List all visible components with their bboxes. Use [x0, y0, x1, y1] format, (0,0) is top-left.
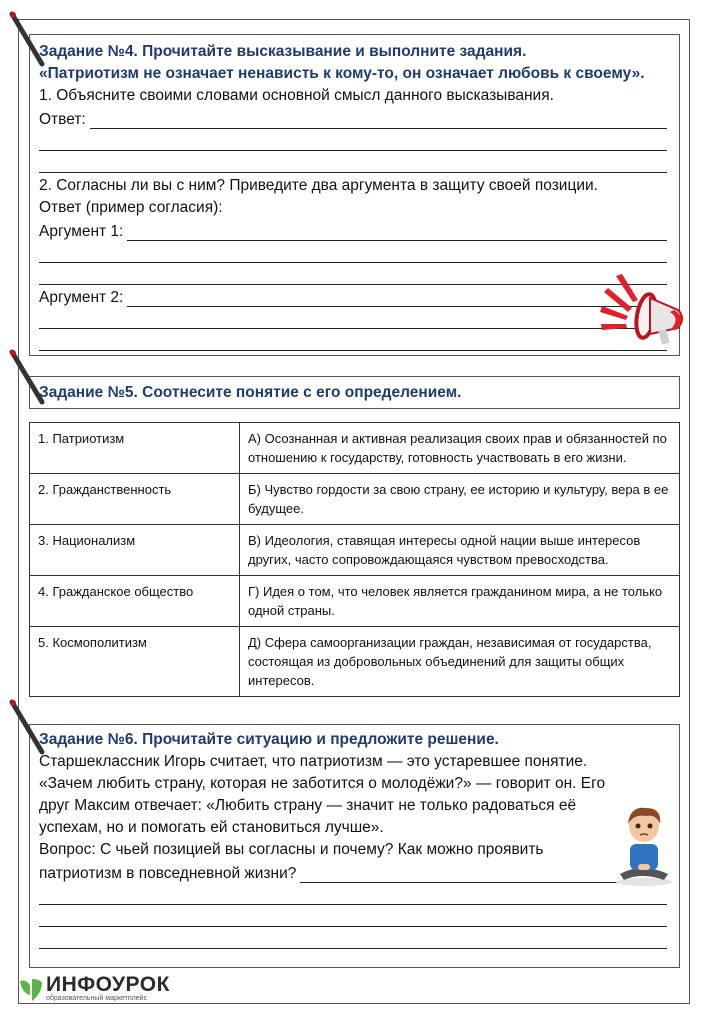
- answer-example-label: Ответ (пример согласия):: [39, 199, 223, 216]
- pen-icon: [8, 698, 48, 756]
- argument2-field[interactable]: [127, 290, 667, 307]
- answer-line-2[interactable]: [39, 129, 667, 151]
- task6-text-line: «Зачем любить страну, которая не заботится о молодёжи?» — говорит он. Его: [39, 775, 606, 792]
- argument2-line-2[interactable]: [39, 307, 667, 329]
- boy-illustration-icon: [612, 800, 674, 886]
- logo-tagline: образовательный маркетплейс: [46, 995, 148, 1002]
- answer-line[interactable]: [39, 107, 667, 129]
- task6-title: Задание №6. Прочитайте ситуацию и предложите решение.: [39, 731, 499, 748]
- argument1-line-3[interactable]: [39, 263, 667, 285]
- argument1-line-2[interactable]: [39, 241, 667, 263]
- table-row: [30, 525, 680, 576]
- definition-cell: А) Осознанная и активная реализация своих прав и обязанностей по отношению к государству, готовность участвовать в его жизни.: [240, 423, 680, 474]
- term-cell: 4. Гражданское общество: [30, 576, 240, 627]
- argument1-label: Аргумент 1:: [39, 223, 124, 240]
- task5-box: [29, 376, 680, 409]
- task6-answer-line-4[interactable]: [39, 927, 667, 949]
- table-row: [30, 627, 680, 697]
- argument2-label: Аргумент 2:: [39, 289, 124, 306]
- task6-text-line: успехам, но и помогать ей становиться лучше».: [39, 819, 384, 836]
- infourok-logo[interactable]: [20, 975, 170, 1003]
- definition-cell: Г) Идея о том, что человек является гражданином мира, а не только одной страны.: [240, 576, 680, 627]
- term-cell: 3. Национализм: [30, 525, 240, 576]
- logo-name: ИНФОУРОК: [46, 973, 170, 996]
- term-cell: 2. Гражданственность: [30, 474, 240, 525]
- task4-question2: 2. Согласны ли вы с ним? Приведите два аргумента в защиту своей позиции.: [39, 177, 598, 194]
- table-row: [30, 423, 680, 474]
- task5-title: Задание №5. Соотнесите понятие с его определением.: [39, 384, 462, 401]
- task6-answer-line[interactable]: [39, 861, 667, 883]
- definition-cell: В) Идеология, ставящая интересы одной нации выше интересов других, часто сопровождающаяся чувством превосходства.: [240, 525, 680, 576]
- task6-answer-line-2[interactable]: [39, 883, 667, 905]
- task6-text-line: Старшеклассник Игорь считает, что патриотизм — это устаревшее понятие.: [39, 753, 588, 770]
- pen-icon: [8, 10, 48, 68]
- answer-label: Ответ:: [39, 111, 86, 128]
- task4-box: [29, 34, 680, 356]
- argument2-line-3[interactable]: [39, 329, 667, 351]
- pen-icon: [8, 348, 48, 406]
- argument1-line[interactable]: [39, 219, 667, 241]
- task6-question-end: патриотизм в повседневной жизни?: [39, 865, 297, 882]
- megaphone-icon: [598, 270, 690, 352]
- matching-table: [29, 422, 680, 697]
- task4-title: Задание №4. Прочитайте высказывание и выполните задания.: [39, 43, 527, 60]
- task4-quote: «Патриотизм не означает ненависть к кому-то, он означает любовь к своему».: [39, 65, 645, 82]
- argument2-line[interactable]: [39, 285, 667, 307]
- task4-question1: 1. Объясните своими словами основной смысл данного высказывания.: [39, 87, 554, 104]
- definition-cell: Д) Сфера самоорганизации граждан, независимая от государства, состоящая из добровольных объединений для защиты общих интересов.: [240, 627, 680, 697]
- answer-line-3[interactable]: [39, 151, 667, 173]
- task6-question: Вопрос: С чьей позицией вы согласны и почему? Как можно проявить: [39, 841, 544, 858]
- answer-field[interactable]: [90, 112, 667, 129]
- definition-cell: Б) Чувство гордости за свою страну, ее историю и культуру, вера в ее будущее.: [240, 474, 680, 525]
- argument1-field[interactable]: [127, 224, 667, 241]
- task6-answer-line-3[interactable]: [39, 905, 667, 927]
- task6-text-line: друг Максим отвечает: «Любить страну — значит не только радоваться её: [39, 797, 577, 814]
- infourok-leaf-icon: [20, 977, 42, 1001]
- term-cell: 5. Космополитизм: [30, 627, 240, 697]
- table-row: [30, 576, 680, 627]
- task6-box: [29, 724, 680, 968]
- term-cell: 1. Патриотизм: [30, 423, 240, 474]
- table-row: [30, 474, 680, 525]
